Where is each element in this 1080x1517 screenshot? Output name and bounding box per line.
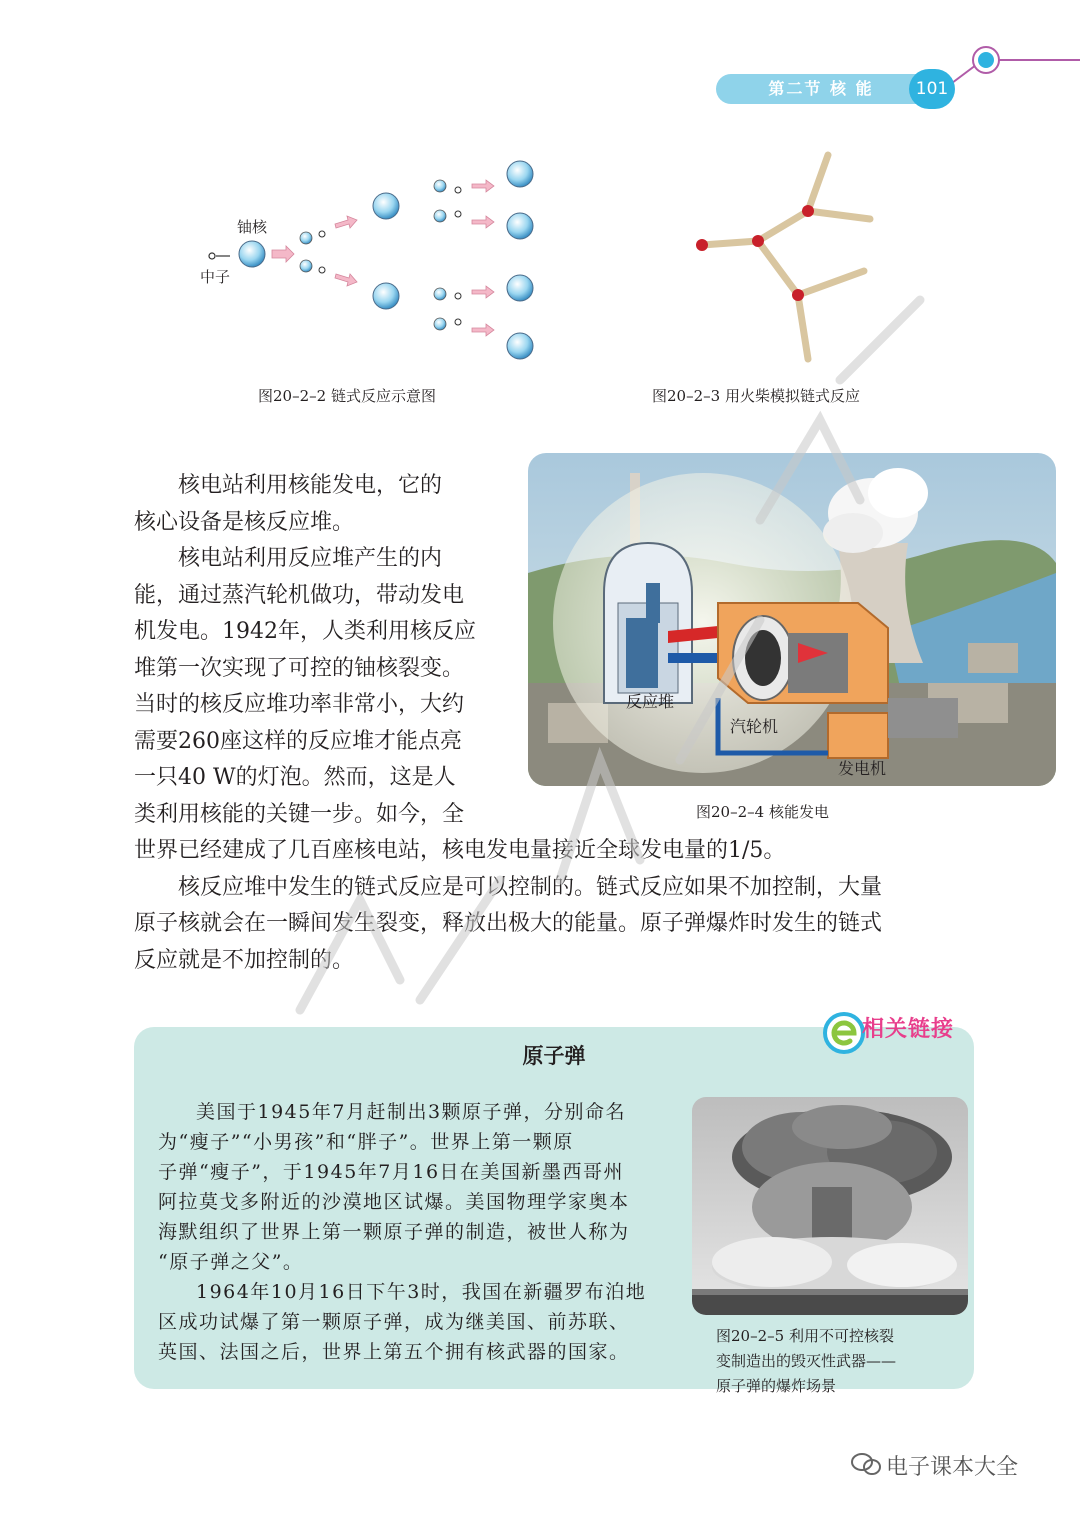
caption-atomic-bomb: 图20–2–5 利用不可控核裂 变制造出的毁灭性武器—— 原子弹的爆炸场景 [716,1327,897,1395]
neutron-in [209,253,230,259]
label-reactor: 反应堆 [626,692,675,711]
label-uranium: 铀核 [237,218,268,236]
chain-reaction-diagram [190,150,550,380]
box-text-1: 美国于1945年7月赶制出3颗原子弹，分别命名 为“瘦子”“小男孩”和“胖子”。世界上第一颗原 子弹“瘦子”，于1945年7月16日在美国新墨西哥州 阿拉莫戈多附近的沙漠地区试爆。美国物理学家奥本 海默组织了世界上第一颗原子弹的制造，被世人称为 “原子弹之父”。 1964年10月16日下午3时，我国在新疆罗布泊地 区成功试爆了第一颗原子弹，成为继美国、前苏联、 英国、法国之后，世界上第五个拥有核武器的国家。 [158,1101,647,1363]
label-generator: 发电机 [838,759,887,778]
paragraph-2-end: 世界已经建成了几百座核电站，核电发电量接近全球发电量的1/5。 核反应堆中发生的链式反应是可以控制的。链式反应如果不加控制，大量 原子核就会在一瞬间发生裂变，释放出极大的能量。原子弹爆炸时发生的链式 反应就是不加控制的。 [134,838,883,973]
paragraph-1: 核电站利用核能发电，它的 核心设备是核反应堆。 核电站利用反应堆产生的内 能，通过蒸汽轮机做功，带动发电 机发电。1942年，人类利用核反应 堆第一次实现了可控的铀核裂变。 当时的核反应堆功率非常小，大约 需要260座这样的反应堆才能点亮 一只40 W的灯泡。然而，这是人 类利用核能的关键一步。如今，全 [134,473,476,827]
label-turbine: 汽轮机 [730,717,779,736]
page-number: 101 [909,69,955,109]
label-neutron: 中子 [200,268,231,286]
section-title: 第二节 核 能 [768,79,874,98]
nuclear-plant-image [528,453,1056,786]
header-decoration [940,40,1080,110]
caption-nuclear-power: 图20–2–4 核能发电 [696,803,829,821]
atomic-bomb-image [692,1097,968,1315]
caption-matchstick: 图20–2–3 用火柴模拟链式反应 [652,387,860,405]
related-link-label: 相关链接 [862,1017,955,1042]
footer-watermark: 电子课本大全 [886,1455,1019,1480]
uranium-nucleus [239,241,265,267]
chat-icon [850,1450,882,1478]
matchstick-diagram [680,145,880,385]
caption-chain-reaction: 图20–2–2 链式反应示意图 [258,387,436,405]
box-title: 原子弹 [522,1044,586,1068]
